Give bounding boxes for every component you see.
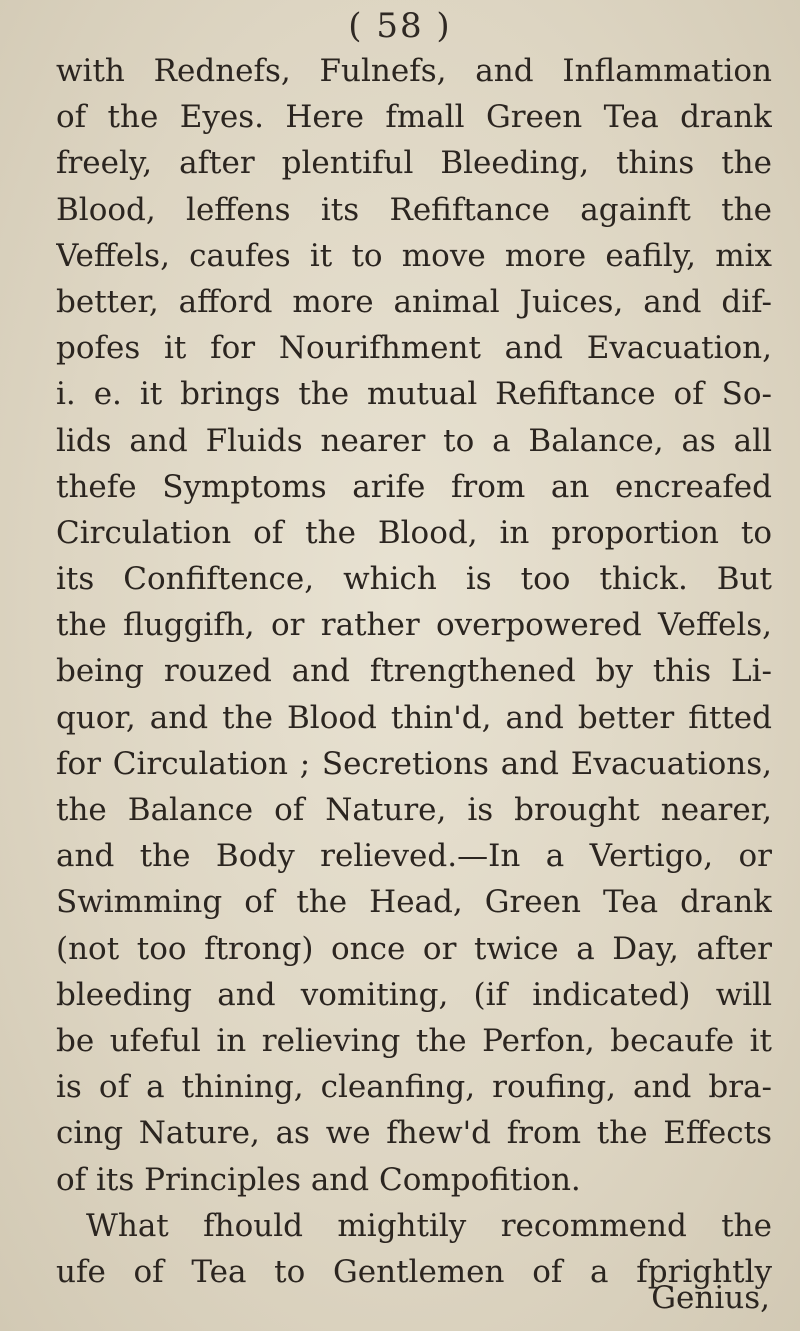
text-line: (not too ftrong) once or twice a Day, after	[56, 930, 772, 967]
text-line: the Balance of Nature, is brought nearer,	[56, 792, 772, 828]
text-line: Veffels, caufes it to move more eafily, mix	[56, 237, 772, 274]
text-line: being rouzed and ftrengthened by this Li-	[56, 653, 772, 690]
text-line: cing Nature, as we fhew'd from the Effects	[56, 1115, 772, 1152]
text-line: with Rednefs, Fulnefs, and Inflammation	[56, 53, 772, 89]
text-line: thefe Symptoms arife from an encreafed	[56, 468, 772, 505]
text-line: Circulation of the Blood, in proportion to	[56, 514, 772, 551]
text-line: What fhould mightily recommend the	[86, 1207, 772, 1244]
text-line: lids and Fluids nearer to a Balance, as all	[56, 422, 772, 459]
text-line: better, afford more animal Juices, and dif-	[56, 283, 772, 320]
text-line: bleeding and vomiting, (if indicated) will	[56, 976, 772, 1013]
catchword: Genius,	[651, 1280, 770, 1316]
text-block	[56, 48, 772, 1295]
text-line: the fluggifh, or rather overpowered Veffels,	[56, 607, 772, 644]
text-line: Swimming of the Head, Green Tea drank	[56, 884, 772, 921]
text-line: its Confiftence, which is too thick. But	[56, 561, 772, 598]
text-line: be ufeful in relieving the Perfon, becaufe it	[56, 1022, 772, 1059]
text-line: and the Body relieved.—In a Vertigo, or	[56, 838, 772, 875]
text-line: i. e. it brings the mutual Refiftance of So-	[56, 376, 772, 413]
text-line: pofes it for Nourifhment and Evacuation,	[56, 330, 772, 367]
text-line: freely, after plentiful Bleeding, thins the	[56, 145, 772, 182]
text-line: quor, and the Blood thin'd, and better fitted	[56, 699, 772, 736]
page-number: ( 58 )	[348, 6, 452, 46]
text-line: for Circulation ; Secretions and Evacuations,	[56, 745, 772, 782]
text-line: is of a thining, cleanfing, roufing, and bra-	[56, 1069, 772, 1106]
text-line: ufe of Tea to Gentlemen of a fprightly	[56, 1253, 772, 1290]
text-line: of its Principles and Compofition.	[56, 1161, 581, 1198]
text-line: Blood, leffens its Refiftance againft the	[56, 191, 772, 228]
text-line: of the Eyes. Here fmall Green Tea drank	[56, 99, 772, 136]
